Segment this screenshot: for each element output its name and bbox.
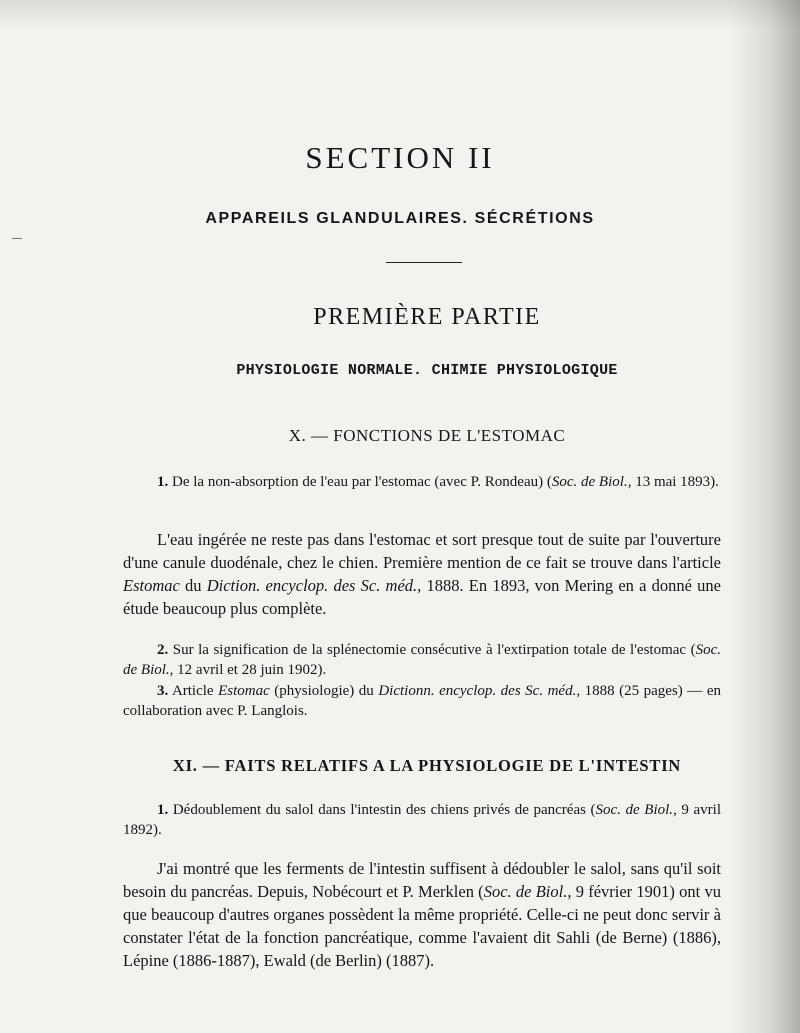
reference-number: 2. — [157, 642, 169, 658]
reference-text: Sur la signification de la splénectomie consécutive à l'extirpation totale de l'estomac ( — [168, 642, 696, 658]
section-title: SECTION II — [305, 140, 495, 175]
article-title: Estomac — [123, 576, 180, 595]
reference-text: , 9 avril 1892). — [123, 802, 721, 838]
reference-text: , 1888 (25 pages) — en collaboration avec P. Langlois. — [123, 683, 721, 719]
reference-text: , 13 mai 1893). — [627, 474, 719, 490]
reference-text: (physiologie) du — [269, 683, 379, 699]
chapter-xi-paragraph-1 — [123, 857, 721, 972]
chapter-x-reference-3 — [123, 681, 721, 721]
reference-text: Article — [168, 683, 219, 699]
article-title: Estomac — [218, 683, 270, 699]
scan-shadow-top — [0, 0, 800, 30]
chapter-xi-title: XI. — FAITS RELATIFS A LA PHYSIOLOGIE DE L'INTESTIN — [172, 756, 682, 775]
section-subtitle: APPAREILS GLANDULAIRES. SÉCRÉTIONS — [205, 210, 595, 227]
paragraph-text: du — [179, 576, 207, 595]
chapter-x-paragraph-1 — [123, 528, 721, 620]
part-subtitle: PHYSIOLOGIE NORMALE. CHIMIE PHYSIOLOGIQUE — [236, 362, 618, 379]
work-title: Dictionn. encyclop. des Sc. méd. — [378, 683, 577, 699]
divider-rule — [386, 262, 462, 263]
chapter-x-reference-2 — [123, 640, 721, 680]
work-title: Diction. encyclop. des Sc. méd. — [206, 576, 418, 595]
journal-title: Soc. de Biol. — [123, 642, 721, 678]
reference-text: De la non-absorption de l'eau par l'estomac (avec P. Rondeau) ( — [168, 474, 552, 490]
part-title: PREMIÈRE PARTIE — [313, 304, 541, 330]
paragraph-text: , 9 février 1901) ont vu que beaucoup d'autres organes possèdent la même propriété. Celle-ci ne peut donc servir à constater l'état de la fonction pancréatique, comme l'avaient dit Sahli (de Berne) (1886), Lépine (1886-1887), Ewald (de Berlin) (1887). — [123, 882, 721, 970]
reference-text: Dédoublement du salol dans l'intestin des chiens privés de pancréas ( — [168, 802, 596, 818]
paragraph-text: , 1888. En 1893, von Mering en a donné une étude beaucoup plus complète. — [123, 576, 721, 618]
margin-mark — [12, 238, 22, 239]
reference-number: 1. — [157, 802, 169, 818]
paragraph-text: L'eau ingérée ne reste pas dans l'estomac et sort presque tout de suite par l'ouverture d'une canule duodénale, chez le chien. Première mention de ce fait se trouve dans l'article — [123, 530, 721, 572]
reference-text: , 12 avril et 28 juin 1902). — [169, 662, 327, 678]
journal-title: Soc. de Biol. — [551, 474, 628, 490]
reference-number: 1. — [157, 474, 169, 490]
journal-title: Soc. de Biol. — [483, 882, 568, 901]
chapter-x-reference-1 — [123, 472, 721, 492]
chapter-x-title: X. — FONCTIONS DE L'ESTOMAC — [288, 426, 566, 445]
chapter-xi-reference-1 — [123, 800, 721, 840]
paragraph-text: J'ai montré que les ferments de l'intestin suffisent à dédoubler le salol, sans qu'il soit besoin du pancréas. Depuis, Nobécourt et P. Merklen ( — [123, 859, 721, 901]
reference-number: 3. — [157, 683, 169, 699]
journal-title: Soc. de Biol. — [595, 802, 674, 818]
